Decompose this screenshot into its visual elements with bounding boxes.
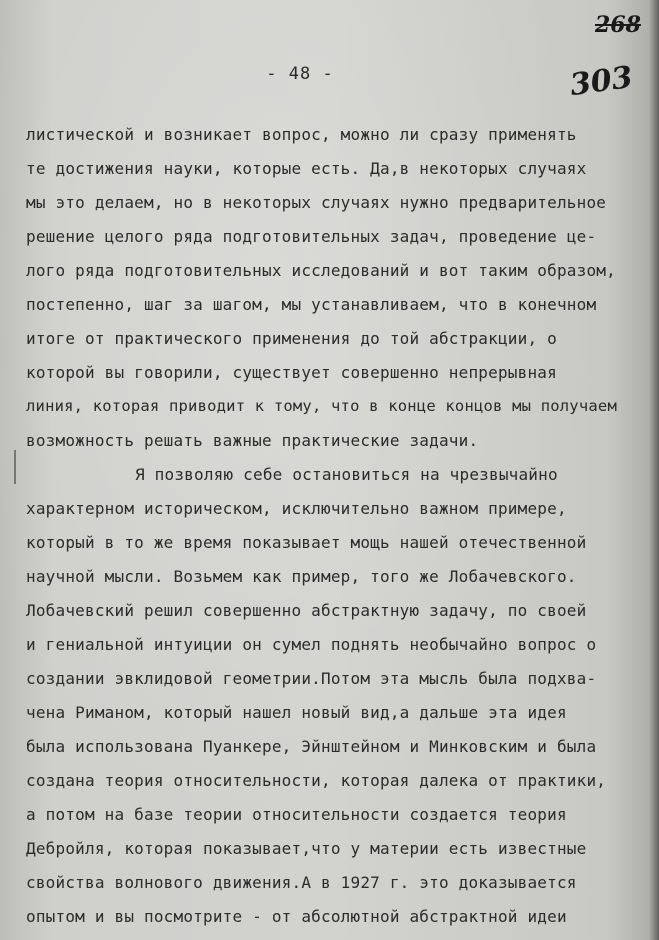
text-line: решение целого ряда подготовительных задач, проведение це-: [26, 227, 597, 246]
text-line: создана теория относительности, которая далека от практики,: [26, 771, 607, 790]
text-line: мы это делаем, но в некоторых случаях нужно предварительное: [26, 193, 607, 212]
text-line: постепенно, шаг за шагом, мы устанавливаем, что в конечном: [26, 295, 597, 314]
text-line: Дебройля, которая показывает,что у материи есть известные: [26, 839, 587, 858]
text-line: научной мысли. Возьмем как пример, того же Лобачевского.: [26, 567, 577, 586]
text-line: Лобачевский решил совершенно абстрактную задачу, по своей: [26, 601, 587, 620]
page-edge-shadow: [649, 0, 659, 940]
text-line: итоге от практического применения до той абстракции, о: [26, 329, 557, 348]
text-line: чена Риманом, который нашел новый вид,а дальше эта идея: [26, 703, 567, 722]
text-line: которой вы говорили, существует совершенно непрерывная: [26, 363, 557, 382]
text-line: а потом на базе теории относительности создается теория: [26, 805, 567, 824]
text-line: возможность решать важные практические задачи.: [26, 431, 479, 450]
text-line: свойства волнового движения.А в 1927 г. это доказывается: [26, 873, 577, 892]
text-line: те достижения науки, которые есть. Да,в некоторых случаях: [26, 159, 587, 178]
text-line: опытом и вы посмотрите - от абсолютной абстрактной идеи: [26, 907, 567, 926]
handwritten-archive-number: 303: [567, 59, 635, 104]
text-line: Я позволяю себе остановиться на чрезвычайно: [135, 465, 558, 484]
handwritten-archive-number-crossed: 268: [595, 12, 641, 38]
text-line: была использована Пуанкере, Эйнштейном и Минковским и была: [26, 737, 597, 756]
page-number: - 48 -: [266, 64, 334, 84]
text-line: лого ряда подготовительных исследований и вот таким образом,: [26, 261, 616, 280]
text-line: листической и возникает вопрос, можно ли сразу применять: [26, 125, 577, 144]
text-line: создании эвклидовой геометрии.Потом эта мысль была подхва-: [26, 669, 597, 688]
text-line: который в то же время показывает мощь нашей отечественной: [26, 533, 587, 552]
text-line: линия, которая приводит к тому, что в конце концов мы получаем: [26, 397, 617, 415]
margin-mark: [14, 450, 16, 484]
text-line: характерном историческом, исключительно важном примере,: [26, 499, 567, 518]
text-line: и гениальной интуиции он сумел поднять необычайно вопрос о: [26, 635, 597, 654]
